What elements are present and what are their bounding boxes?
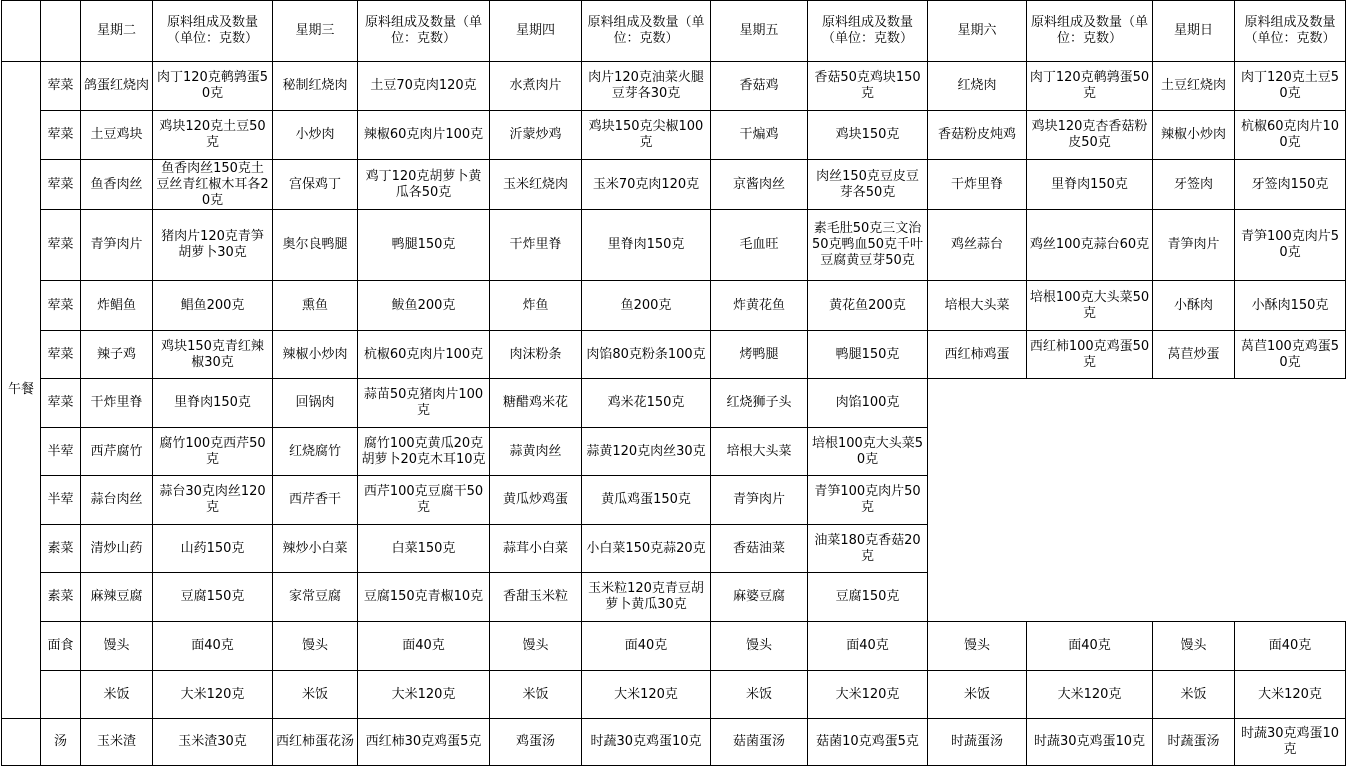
dish-name: 培根大头菜 bbox=[711, 428, 808, 476]
dish-ingredients: 大米120克 bbox=[1235, 671, 1346, 719]
dish-name: 炸鲳鱼 bbox=[81, 281, 153, 331]
dish-name: 西红柿鸡蛋 bbox=[928, 331, 1027, 379]
dish-ingredients: 面40克 bbox=[1235, 622, 1346, 671]
day-header: 星期四 bbox=[490, 1, 582, 62]
dish-name: 鸽蛋红烧肉 bbox=[81, 62, 153, 111]
dish-ingredients: 里脊肉150克 bbox=[582, 210, 711, 281]
dish-name: 青笋肉片 bbox=[711, 476, 808, 525]
dish-name: 馒头 bbox=[81, 622, 153, 671]
menu-row bbox=[2, 573, 1346, 622]
meal-blank bbox=[2, 719, 41, 766]
dish-ingredients: 鸡块150克尖椒100克 bbox=[582, 111, 711, 160]
dish-ingredients: 蒜台30克肉丝120克 bbox=[153, 476, 273, 525]
dish-ingredients: 西芹100克豆腐干50克 bbox=[358, 476, 490, 525]
dish-type: 汤 bbox=[41, 719, 81, 766]
dish-name: 烤鸭腿 bbox=[711, 331, 808, 379]
menu-row bbox=[2, 379, 1346, 428]
day-header: 星期五 bbox=[711, 1, 808, 62]
header-blank-meal bbox=[2, 1, 41, 62]
menu-row bbox=[2, 476, 1346, 525]
dish-name: 青笋肉片 bbox=[1153, 210, 1235, 281]
dish-ingredients: 豆腐150克 bbox=[808, 573, 928, 622]
dish-ingredients: 面40克 bbox=[358, 622, 490, 671]
dish-name: 秘制红烧肉 bbox=[273, 62, 358, 111]
dish-ingredients: 肉片120克油菜火腿豆芽各30克 bbox=[582, 62, 711, 111]
dish-name: 水煮肉片 bbox=[490, 62, 582, 111]
dish-name: 红烧肉 bbox=[928, 62, 1027, 111]
empty-cell bbox=[1235, 428, 1346, 476]
dish-ingredients: 大米120克 bbox=[582, 671, 711, 719]
dish-name: 糖醋鸡米花 bbox=[490, 379, 582, 428]
dish-name: 沂蒙炒鸡 bbox=[490, 111, 582, 160]
empty-cell bbox=[928, 428, 1027, 476]
soup-row bbox=[2, 719, 1346, 766]
dish-ingredients: 培根100克大头菜50克 bbox=[1027, 281, 1153, 331]
dish-type: 荤菜 bbox=[41, 210, 81, 281]
dish-name: 香菇鸡 bbox=[711, 62, 808, 111]
dish-ingredients: 莴苣100克鸡蛋50克 bbox=[1235, 331, 1346, 379]
empty-cell bbox=[1153, 573, 1235, 622]
dish-name: 馒头 bbox=[711, 622, 808, 671]
dish-type: 面食 bbox=[41, 622, 81, 671]
dish-name: 家常豆腐 bbox=[273, 573, 358, 622]
empty-cell bbox=[1153, 525, 1235, 573]
menu-row bbox=[2, 671, 1346, 719]
empty-cell bbox=[928, 573, 1027, 622]
dish-ingredients: 小酥肉150克 bbox=[1235, 281, 1346, 331]
dish-name: 玉米红烧肉 bbox=[490, 160, 582, 210]
dish-name: 干炸里脊 bbox=[81, 379, 153, 428]
dish-name: 蒜台肉丝 bbox=[81, 476, 153, 525]
menu-row bbox=[2, 111, 1346, 160]
soup-name: 西红柿蛋花汤 bbox=[273, 719, 358, 766]
dish-name: 麻辣豆腐 bbox=[81, 573, 153, 622]
dish-name: 干炸里脊 bbox=[490, 210, 582, 281]
dish-name: 香菇粉皮炖鸡 bbox=[928, 111, 1027, 160]
ingredient-header: 原料组成及数量（单位：克数） bbox=[582, 1, 711, 62]
dish-ingredients: 里脊肉150克 bbox=[1027, 160, 1153, 210]
dish-ingredients: 青笋100克肉片50克 bbox=[1235, 210, 1346, 281]
empty-cell bbox=[1153, 379, 1235, 428]
dish-name: 馒头 bbox=[273, 622, 358, 671]
dish-name: 麻婆豆腐 bbox=[711, 573, 808, 622]
dish-ingredients: 鸡块120克土豆50克 bbox=[153, 111, 273, 160]
dish-name: 小炒肉 bbox=[273, 111, 358, 160]
dish-name: 小酥肉 bbox=[1153, 281, 1235, 331]
menu-row bbox=[2, 160, 1346, 210]
empty-cell bbox=[1235, 525, 1346, 573]
dish-type: 荤菜 bbox=[41, 281, 81, 331]
dish-name: 黄瓜炒鸡蛋 bbox=[490, 476, 582, 525]
soup-ingredients: 时蔬30克鸡蛋10克 bbox=[1027, 719, 1153, 766]
dish-name: 米饭 bbox=[81, 671, 153, 719]
dish-ingredients: 里脊肉150克 bbox=[153, 379, 273, 428]
dish-type: 荤菜 bbox=[41, 62, 81, 111]
dish-name: 米饭 bbox=[711, 671, 808, 719]
dish-ingredients: 青笋100克肉片50克 bbox=[808, 476, 928, 525]
empty-cell bbox=[1027, 476, 1153, 525]
ingredient-header: 原料组成及数量（单位：克数） bbox=[358, 1, 490, 62]
dish-ingredients: 培根100克大头菜50克 bbox=[808, 428, 928, 476]
dish-name: 米饭 bbox=[928, 671, 1027, 719]
dish-name: 辣炒小白菜 bbox=[273, 525, 358, 573]
dish-type: 素菜 bbox=[41, 525, 81, 573]
soup-ingredients: 时蔬30克鸡蛋10克 bbox=[582, 719, 711, 766]
dish-ingredients: 肉丁120克土豆50克 bbox=[1235, 62, 1346, 111]
dish-ingredients: 小白菜150克蒜20克 bbox=[582, 525, 711, 573]
dish-ingredients: 肉丁120克鹌鹑蛋50克 bbox=[153, 62, 273, 111]
dish-name: 西芹腐竹 bbox=[81, 428, 153, 476]
dish-name: 京酱肉丝 bbox=[711, 160, 808, 210]
weekly-menu-table bbox=[1, 0, 1346, 766]
dish-ingredients: 鸭腿150克 bbox=[808, 331, 928, 379]
dish-ingredients: 肉馅80克粉条100克 bbox=[582, 331, 711, 379]
dish-ingredients: 豆腐150克 bbox=[153, 573, 273, 622]
dish-ingredients: 鸡米花150克 bbox=[582, 379, 711, 428]
empty-cell bbox=[928, 379, 1027, 428]
dish-ingredients: 玉米粒120克青豆胡萝卜黄瓜30克 bbox=[582, 573, 711, 622]
soup-ingredients: 西红柿30克鸡蛋5克 bbox=[358, 719, 490, 766]
dish-name: 鱼香肉丝 bbox=[81, 160, 153, 210]
dish-ingredients: 鱼香肉丝150克土豆丝青红椒木耳各20克 bbox=[153, 160, 273, 210]
day-header: 星期日 bbox=[1153, 1, 1235, 62]
dish-ingredients: 腐竹100克黄瓜20克胡萝卜20克木耳10克 bbox=[358, 428, 490, 476]
dish-ingredients: 黄瓜鸡蛋150克 bbox=[582, 476, 711, 525]
empty-cell bbox=[1235, 573, 1346, 622]
dish-name: 辣椒小炒肉 bbox=[273, 331, 358, 379]
dish-type: 荤菜 bbox=[41, 379, 81, 428]
empty-cell bbox=[1153, 476, 1235, 525]
dish-name: 熏鱼 bbox=[273, 281, 358, 331]
dish-ingredients: 猪肉片120克青笋胡萝卜30克 bbox=[153, 210, 273, 281]
menu-row bbox=[2, 281, 1346, 331]
dish-ingredients: 大米120克 bbox=[808, 671, 928, 719]
dish-name: 蒜黄肉丝 bbox=[490, 428, 582, 476]
dish-ingredients: 蒜黄120克肉丝30克 bbox=[582, 428, 711, 476]
dish-ingredients: 素毛肚50克三文治50克鸭血50克千叶豆腐黄豆芽50克 bbox=[808, 210, 928, 281]
dish-ingredients: 山药150克 bbox=[153, 525, 273, 573]
dish-name: 馒头 bbox=[490, 622, 582, 671]
dish-ingredients: 肉馅100克 bbox=[808, 379, 928, 428]
dish-ingredients: 香菇50克鸡块150克 bbox=[808, 62, 928, 111]
dish-ingredients: 西红柿100克鸡蛋50克 bbox=[1027, 331, 1153, 379]
dish-name: 米饭 bbox=[1153, 671, 1235, 719]
dish-name: 炸鱼 bbox=[490, 281, 582, 331]
dish-ingredients: 鱼200克 bbox=[582, 281, 711, 331]
dish-name: 宫保鸡丁 bbox=[273, 160, 358, 210]
soup-ingredients: 菇菌10克鸡蛋5克 bbox=[808, 719, 928, 766]
dish-type: 素菜 bbox=[41, 573, 81, 622]
dish-ingredients: 黄花鱼200克 bbox=[808, 281, 928, 331]
empty-cell bbox=[928, 476, 1027, 525]
ingredient-header: 原料组成及数量（单位：克数） bbox=[808, 1, 928, 62]
dish-type: 半荤 bbox=[41, 476, 81, 525]
soup-name: 玉米渣 bbox=[81, 719, 153, 766]
dish-name: 香菇油菜 bbox=[711, 525, 808, 573]
dish-name: 炸黄花鱼 bbox=[711, 281, 808, 331]
menu-row bbox=[2, 331, 1346, 379]
dish-ingredients: 面40克 bbox=[153, 622, 273, 671]
header-row bbox=[2, 1, 1346, 62]
dish-type: 荤菜 bbox=[41, 111, 81, 160]
dish-ingredients: 大米120克 bbox=[358, 671, 490, 719]
dish-ingredients: 腐竹100克西芹50克 bbox=[153, 428, 273, 476]
dish-ingredients: 豆腐150克青椒10克 bbox=[358, 573, 490, 622]
dish-ingredients: 油菜180克香菇20克 bbox=[808, 525, 928, 573]
dish-ingredients: 鸡丝100克蒜台60克 bbox=[1027, 210, 1153, 281]
dish-ingredients: 鸡块150克 bbox=[808, 111, 928, 160]
dish-name: 毛血旺 bbox=[711, 210, 808, 281]
ingredient-header: 原料组成及数量（单位：克数） bbox=[153, 1, 273, 62]
dish-name: 肉沫粉条 bbox=[490, 331, 582, 379]
dish-name: 米饭 bbox=[273, 671, 358, 719]
dish-name: 馒头 bbox=[1153, 622, 1235, 671]
meal-label: 午餐 bbox=[2, 62, 41, 719]
dish-name: 鸡丝蒜台 bbox=[928, 210, 1027, 281]
dish-name: 辣椒小炒肉 bbox=[1153, 111, 1235, 160]
dish-ingredients: 鸡块150克青红辣椒30克 bbox=[153, 331, 273, 379]
dish-ingredients: 鲅鱼200克 bbox=[358, 281, 490, 331]
dish-name: 奥尔良鸭腿 bbox=[273, 210, 358, 281]
dish-type: 荤菜 bbox=[41, 160, 81, 210]
menu-row bbox=[2, 525, 1346, 573]
dish-ingredients: 肉丝150克豆皮豆芽各50克 bbox=[808, 160, 928, 210]
empty-cell bbox=[1027, 525, 1153, 573]
dish-ingredients: 大米120克 bbox=[153, 671, 273, 719]
empty-cell bbox=[1235, 476, 1346, 525]
empty-cell bbox=[1153, 428, 1235, 476]
dish-ingredients: 肉丁120克鹌鹑蛋50克 bbox=[1027, 62, 1153, 111]
dish-type bbox=[41, 671, 81, 719]
dish-name: 土豆鸡块 bbox=[81, 111, 153, 160]
dish-ingredients: 土豆70克肉120克 bbox=[358, 62, 490, 111]
soup-name: 菇菌蛋汤 bbox=[711, 719, 808, 766]
dish-ingredients: 牙签肉150克 bbox=[1235, 160, 1346, 210]
soup-ingredients: 时蔬30克鸡蛋10克 bbox=[1235, 719, 1346, 766]
ingredient-header: 原料组成及数量（单位：克数） bbox=[1235, 1, 1346, 62]
dish-ingredients: 鸡丁120克胡萝卜黄瓜各50克 bbox=[358, 160, 490, 210]
empty-cell bbox=[928, 525, 1027, 573]
dish-type: 荤菜 bbox=[41, 331, 81, 379]
soup-name: 时蔬蛋汤 bbox=[928, 719, 1027, 766]
dish-ingredients: 面40克 bbox=[808, 622, 928, 671]
dish-name: 辣子鸡 bbox=[81, 331, 153, 379]
soup-name: 鸡蛋汤 bbox=[490, 719, 582, 766]
dish-name: 干炸里脊 bbox=[928, 160, 1027, 210]
header-blank-type bbox=[41, 1, 81, 62]
empty-cell bbox=[1027, 379, 1153, 428]
menu-row bbox=[2, 428, 1346, 476]
menu-row bbox=[2, 210, 1346, 281]
soup-ingredients: 玉米渣30克 bbox=[153, 719, 273, 766]
dish-type: 半荤 bbox=[41, 428, 81, 476]
dish-ingredients: 鸡块120克杏香菇粉皮50克 bbox=[1027, 111, 1153, 160]
dish-name: 米饭 bbox=[490, 671, 582, 719]
dish-name: 蒜茸小白菜 bbox=[490, 525, 582, 573]
dish-name: 青笋肉片 bbox=[81, 210, 153, 281]
dish-ingredients: 面40克 bbox=[1027, 622, 1153, 671]
day-header: 星期二 bbox=[81, 1, 153, 62]
dish-name: 牙签肉 bbox=[1153, 160, 1235, 210]
menu-row bbox=[2, 622, 1346, 671]
dish-ingredients: 蒜苗50克猪肉片100克 bbox=[358, 379, 490, 428]
dish-name: 红烧腐竹 bbox=[273, 428, 358, 476]
empty-cell bbox=[1027, 573, 1153, 622]
dish-name: 莴苣炒蛋 bbox=[1153, 331, 1235, 379]
dish-ingredients: 大米120克 bbox=[1027, 671, 1153, 719]
dish-ingredients: 面40克 bbox=[582, 622, 711, 671]
dish-ingredients: 鲳鱼200克 bbox=[153, 281, 273, 331]
dish-ingredients: 鸭腿150克 bbox=[358, 210, 490, 281]
empty-cell bbox=[1027, 428, 1153, 476]
ingredient-header: 原料组成及数量（单位：克数） bbox=[1027, 1, 1153, 62]
dish-ingredients: 杭椒60克肉片100克 bbox=[1235, 111, 1346, 160]
dish-ingredients: 白菜150克 bbox=[358, 525, 490, 573]
dish-name: 土豆红烧肉 bbox=[1153, 62, 1235, 111]
dish-name: 回锅肉 bbox=[273, 379, 358, 428]
dish-name: 干煸鸡 bbox=[711, 111, 808, 160]
dish-name: 清炒山药 bbox=[81, 525, 153, 573]
dish-name: 香甜玉米粒 bbox=[490, 573, 582, 622]
day-header: 星期三 bbox=[273, 1, 358, 62]
menu-row bbox=[2, 62, 1346, 111]
empty-cell bbox=[1235, 379, 1346, 428]
dish-ingredients: 杭椒60克肉片100克 bbox=[358, 331, 490, 379]
dish-name: 红烧狮子头 bbox=[711, 379, 808, 428]
day-header: 星期六 bbox=[928, 1, 1027, 62]
dish-name: 西芹香干 bbox=[273, 476, 358, 525]
dish-name: 培根大头菜 bbox=[928, 281, 1027, 331]
soup-name: 时蔬蛋汤 bbox=[1153, 719, 1235, 766]
dish-ingredients: 辣椒60克肉片100克 bbox=[358, 111, 490, 160]
dish-ingredients: 玉米70克肉120克 bbox=[582, 160, 711, 210]
dish-name: 馒头 bbox=[928, 622, 1027, 671]
